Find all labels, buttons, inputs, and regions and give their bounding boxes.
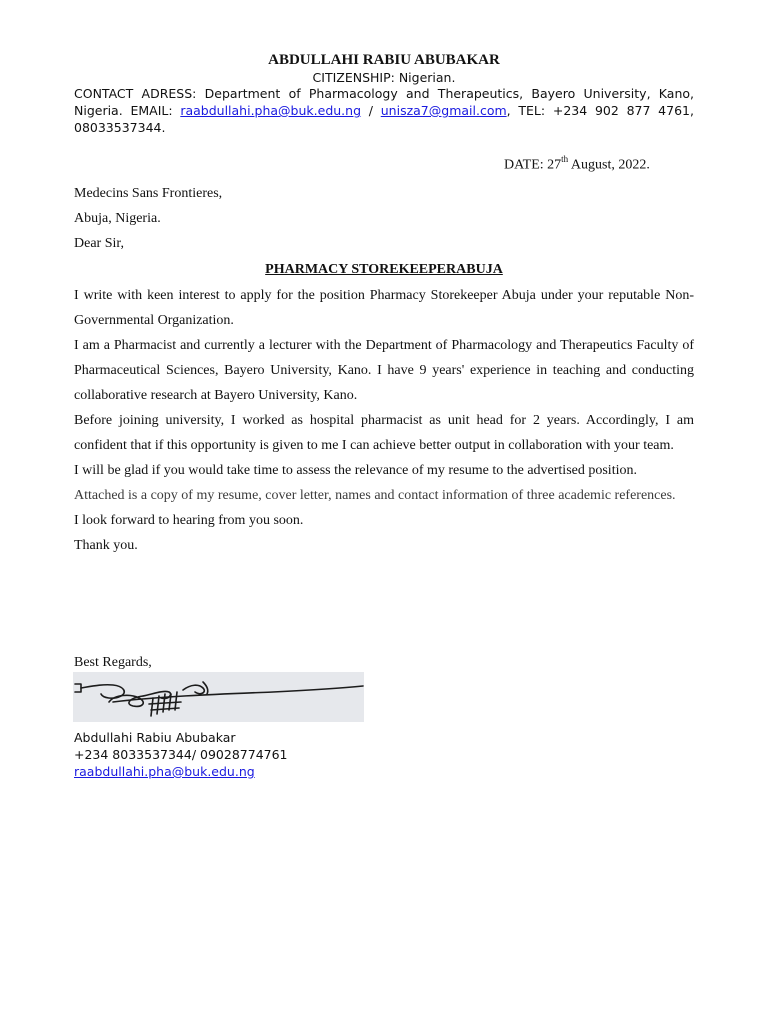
signatory-phone: +234 8033537344/ 09028774761 xyxy=(74,747,288,762)
closing-regards: Best Regards, xyxy=(74,655,152,670)
contact-telephone: , TEL: +234 902 877 4761, 08033537344. xyxy=(74,103,694,135)
body-paragraph-6: I look forward to hearing from you soon. xyxy=(74,513,304,528)
email-link-secondary[interactable]: unisza7@gmail.com xyxy=(380,103,507,118)
signatory-name: Abdullahi Rabiu Abubakar xyxy=(74,730,236,745)
applicant-name: ABDULLAHI RABIU ABUBAKAR xyxy=(268,52,500,68)
body-paragraph-2: I am a Pharmacist and currently a lecturer with the Department of Pharmacology and Therapeutics Faculty of Pharmaceutical Sciences, Bayero University, Kano. I have 9 years' experience in teaching and conducting collaborative research at Bayero University, Kano. xyxy=(74,338,694,403)
contact-address: CONTACT ADRESS: Department of Pharmacology and Therapeutics, Bayero University, Kano, Nigeria. EMAIL: xyxy=(74,86,694,118)
date-suffix: August, 2022. xyxy=(568,157,650,173)
body-paragraph-7: Thank you. xyxy=(74,538,138,553)
body-paragraph-5: Attached is a copy of my resume, cover letter, names and contact information of three academic references. xyxy=(74,488,676,503)
citizenship-line: CITIZENSHIP: Nigerian. xyxy=(312,70,456,85)
email-separator: / xyxy=(361,103,381,118)
email-link-primary[interactable]: raabdullahi.pha@buk.edu.ng xyxy=(180,103,362,118)
handwritten-signature xyxy=(73,672,364,722)
body-paragraph-4: I will be glad if you would take time to assess the relevance of my resume to the advertised position. xyxy=(74,463,637,478)
salutation: Dear Sir, xyxy=(74,236,124,251)
letter-date xyxy=(504,151,650,175)
recipient-organization: Medecins Sans Frontieres, xyxy=(74,186,223,201)
body-paragraph-3: Before joining university, I worked as hospital pharmacist as unit head for 2 years. Accordingly, I am confident that if this opportunity is given to me I can achieve better output in collaboration with your team. xyxy=(74,413,694,453)
signature-ink-icon xyxy=(73,672,364,722)
recipient-location: Abuja, Nigeria. xyxy=(74,211,161,226)
body-paragraph-1: I write with keen interest to apply for the position Pharmacy Storekeeper Abuja under your reputable Non-Governmental Organization. xyxy=(74,288,694,328)
signatory-email-link[interactable]: raabdullahi.pha@buk.edu.ng xyxy=(74,764,255,779)
date-ordinal: th xyxy=(561,154,569,164)
letter-subject: PHARMACY STOREKEEPERABUJA xyxy=(265,262,503,277)
date-prefix: DATE: 27 xyxy=(504,157,562,173)
letter-body xyxy=(74,283,694,558)
contact-block xyxy=(74,85,694,136)
signatory-details xyxy=(74,729,288,780)
